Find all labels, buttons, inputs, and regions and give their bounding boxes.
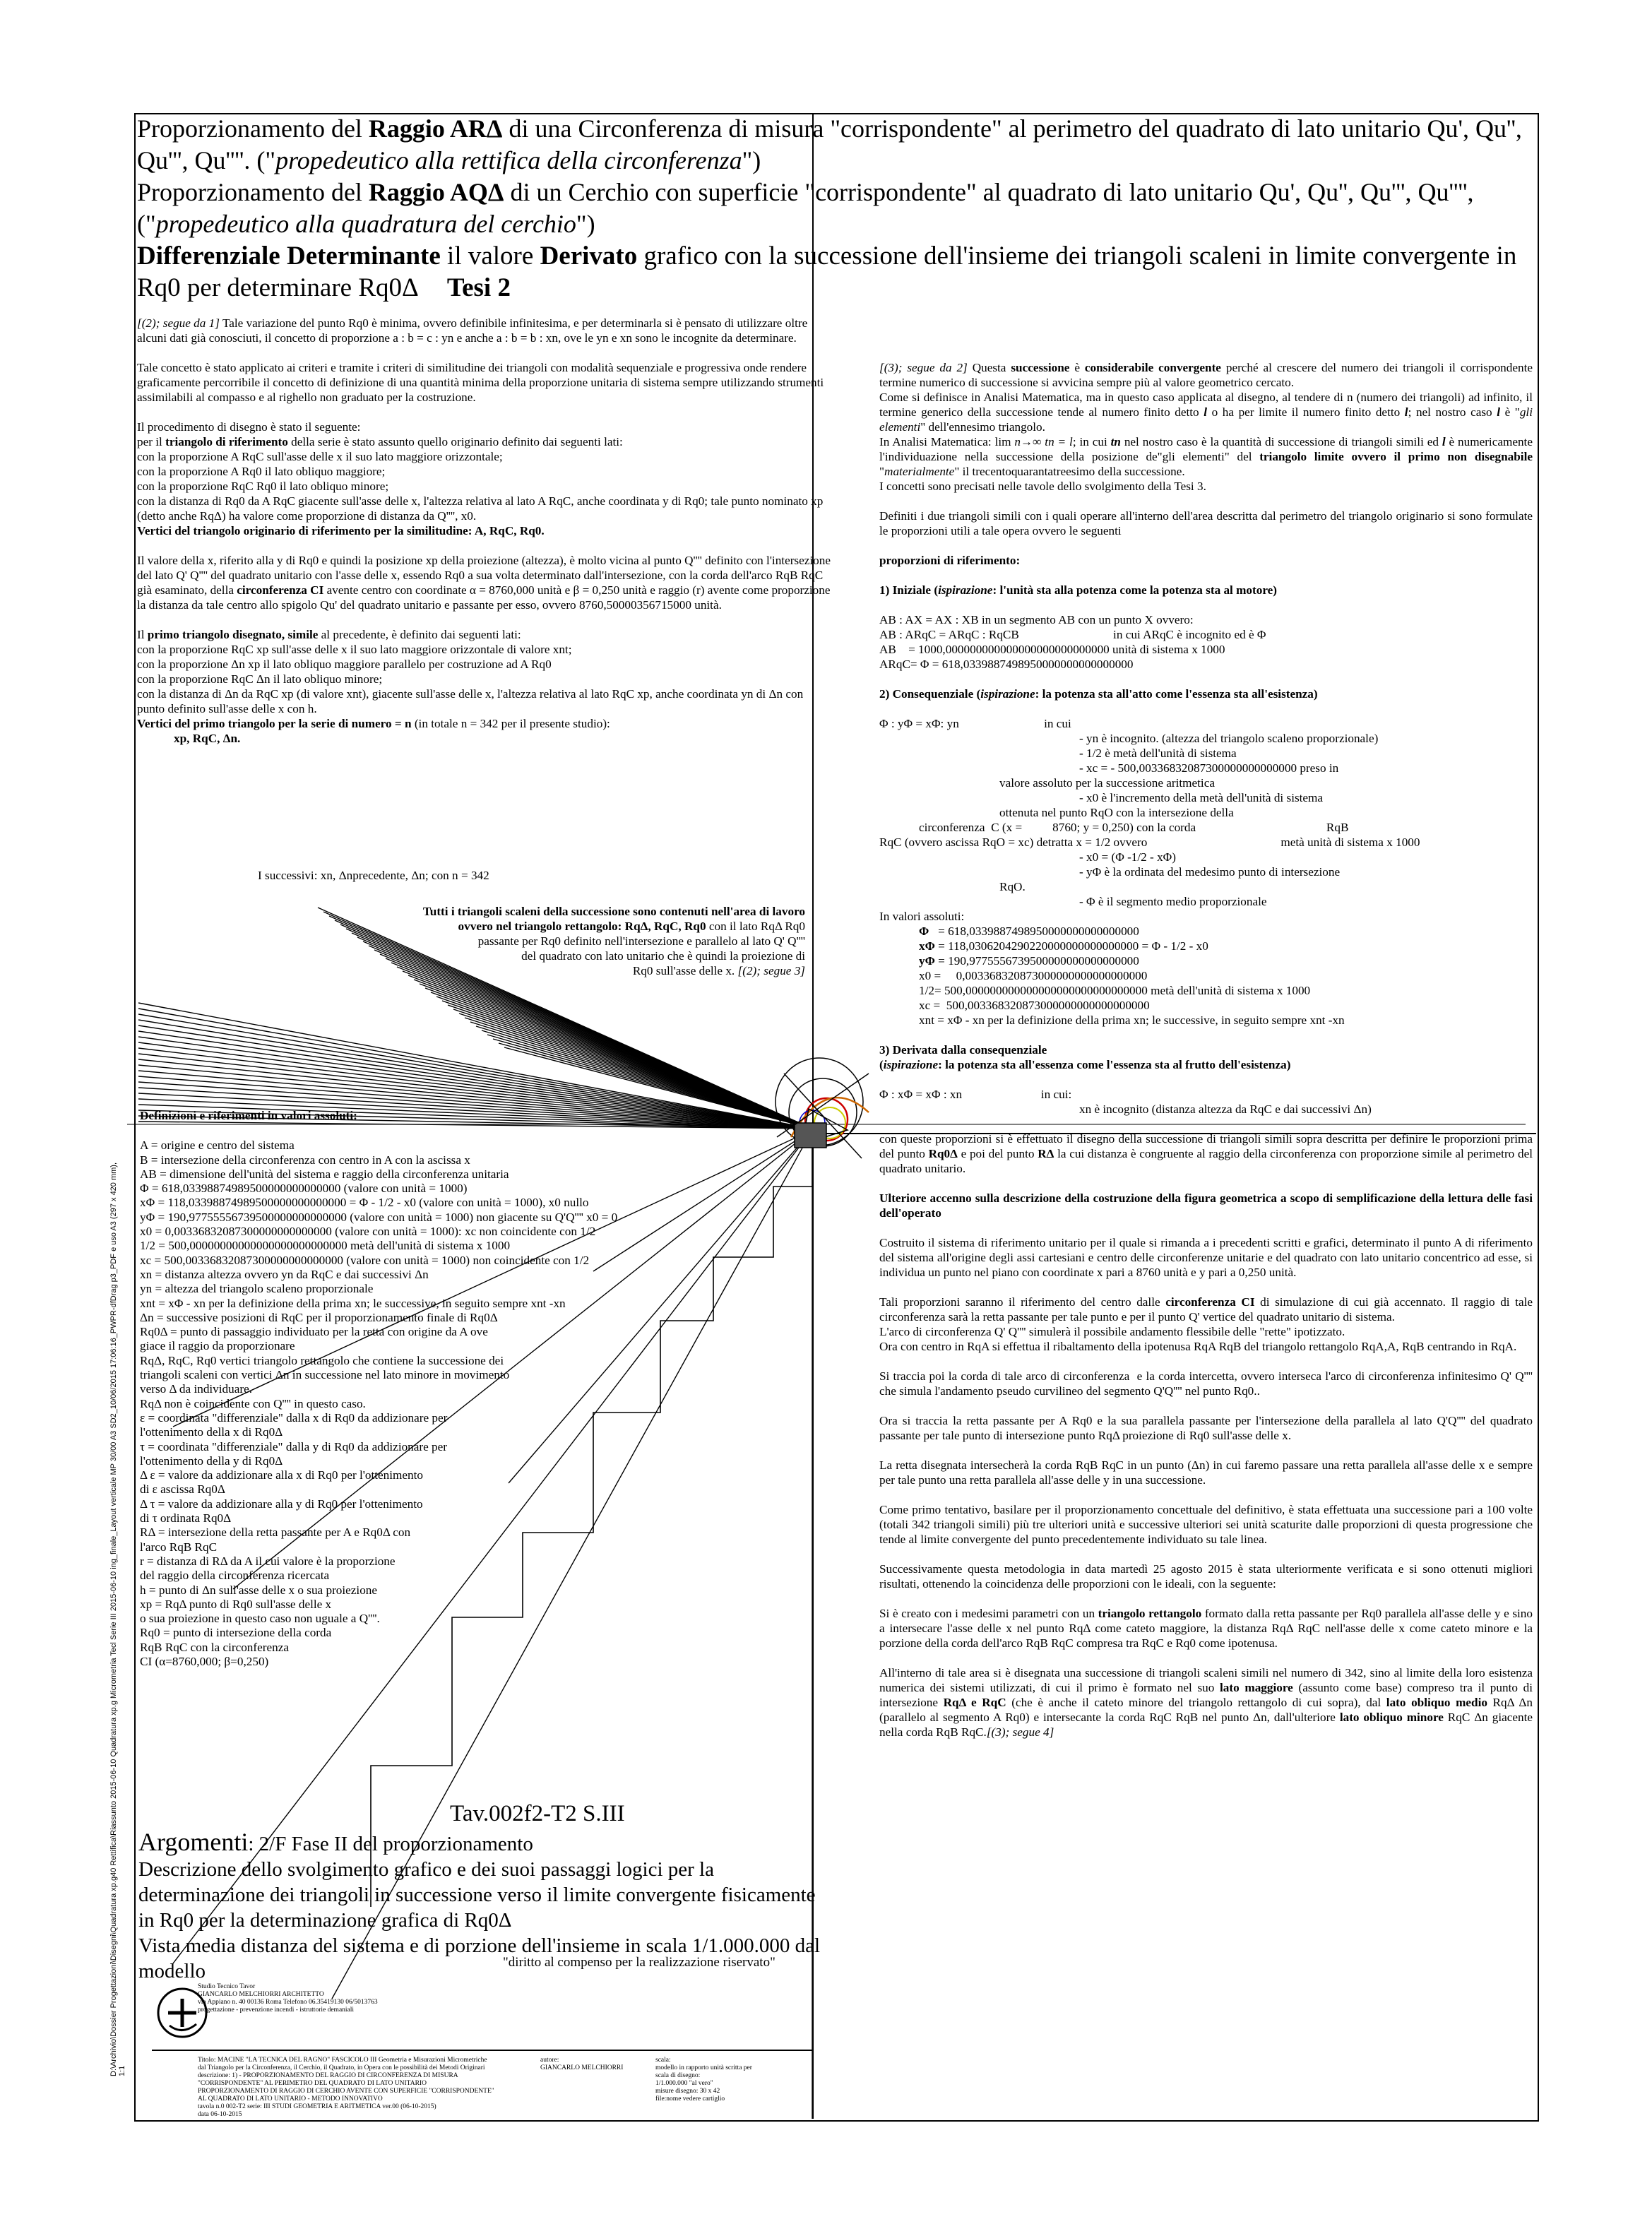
footer-line: file:nome vedere cartiglio [655,2095,725,2103]
header-line-2: Proporzionamento del Raggio AQΔ di un Cerchio con superficie "corrispondente" al quadrato di lato unitario Qu', Qu'', Qu''', Qu'''', ("propedeutico alla quadratura del cerchio") [137,178,1474,238]
definition-line: B = intersezione della circonferenza con centro in A con la ascissa x [140,1153,470,1167]
rights-note: "diritto al compenso per la realizzazione riservato" [503,1955,776,1970]
right-paragraph-retta: La retta disegnata intersecherà la corda RqB RqC in un punto (Δn) in cui faremo passare una retta parallela all'asse delle x e sempre per tale punto una retta parallela all'asse delle y in una successione. [879,1458,1533,1487]
table-number: Tav.002f2-T2 S.III [450,1801,625,1826]
right-derivata-sub: (ispirazione: la potenza sta all'essenza come l'essenza sta al frutto dell'esistenza) [879,1058,1291,1071]
footer-title-column [198,2057,530,2119]
right-iniziale-title: 1) Iniziale (ispirazione: l'unità sta alla potenza come la potenza sta al motore) [879,583,1278,597]
right-paragraph-primo: Come primo tentativo, basilare per il proporzionamento concettuale del definitivo, è stata effettuata una successione pari a 100 volte (totali 342 triangoli simili) più tre ulteriori unità e successive ulteriori sei unità scaturite dalle proporzioni di questa progressione che tende al limite convergente del punto precedentemente individuato su tale linea. [879,1503,1533,1546]
left-paragraph-1: [(2); segue da 1] Tale variazione del punto Rq0 è minima, ovvero definibile infinitesima, e per determinarla si è pensato di utilizzare oltre alcuni dati già conosciuti, il concetto di proporzione a : b = c : yn e anche a : b = b : xn, ove le yn e xn sono le incognite da determinare. [137,316,808,345]
circle-construction [776,1058,869,1158]
definition-line: yn = altezza del triangolo scaleno proporzionale [140,1282,374,1296]
definition-line: yΦ = 190,97755556739500000000000000 (valore con unità = 1000) non giacente su Q'Q'''' x0 = 0 [140,1210,618,1224]
definitions-list [140,1138,761,1669]
definition-line: xΦ = 118,03398874989500000000000000 = Φ - 1/2 - x0 (valore con unità = 1000), x0 nullo [140,1196,589,1210]
footer-line: dal Triangolo per la Circonferenza, il Cerchio, il Quadrato, in Opera con le possibilità dei Metodi Originari [198,2064,485,2071]
definition-line: ε = coordinata "differenziale" dalla x di Rq0 da addizionare per [140,1410,448,1425]
footer-line: modello in rapporto unità scritta per [655,2064,752,2071]
definition-line: 1/2 = 500,00000000000000000000000000 metà dell'unità di sistema x 1000 [140,1239,511,1253]
definition-line: Rq0 = punto di intersezione della corda [140,1626,332,1640]
definition-line: giace il raggio da proporzionare [140,1339,295,1353]
definition-line: RΔ = intersezione della retta passante per A e Rq0Δ con [140,1526,411,1540]
definition-line: Rq0Δ = punto di passaggio individuato per la retta con origine da A ove [140,1325,488,1339]
right-consequenziale-body: Φ : yΦ = xΦ: yn in cui - yn è incognito. (altezza del triangolo scaleno proporzionale) - 1/2 è metà dell'unità di sistema - xc = - 500,00336832087300000000000000 preso in valore assoluto per la successione aritmetica - x0 è l'incremento della metà dell'unità di sistema ottenuta nel punto RqO con la intersezione della circonferenza C (x = 8760; y = 0,250) con la corda RqB RqC (ovvero ascissa RqO = xc) detratta x = 1/2 ovvero metà unità di sistema x 1000 - x0 = (Φ -1/2 - xΦ) - yΦ è la ordinata del medesimo punto di intersezione RqO. - Φ è il segmento medio proporzionale In valori assoluti: Φ = 618,0339887498950000000000000000 xΦ = 118,0306204290220000000000000000 = Φ - 1/2 - x0 yΦ = 190,9775556739500000000000000000 x0 = 0,003368320873000000000000000000 1/2= 500,000000000000000000000000000000 metà dell'unità di sistema x 1000 xc = 500,003368320873000000000000000000 xnt = xΦ - xn per la definizione della prima xn; le successive, in seguito sempre xnt -xn [879,717,1420,1027]
footer-line: descrizione: 1) - PROPORZIONAMENTO DEL RAGGIO DI CIRCONFERENZA DI MISURA [198,2072,458,2079]
definition-line: xnt = xΦ - xn per la definizione della prima xn; le successive, in seguito sempre xnt -xn [140,1296,566,1310]
right-derivata-title: 3) Derivata dalla consequenziale [879,1043,1047,1057]
argomenti-block: Argomenti: 2/F Fase II del proporzionamento Descrizione dello svolgimento grafico e dei suoi passaggi logici per la determinazione dei triangoli in successione verso il limite convergente fisicamente in Rq0 per la determinazione grafica di Rq0Δ Vista media distanza del sistema e di porzione dell'insieme in scala 1/1.000.000 dal modello [138,1828,821,1982]
definition-line: l'ottenimento della x di Rq0Δ [140,1425,283,1439]
header-line-3: Differenziale Determinante il valore Derivato grafico con la successione dell'insieme dei triangoli scaleni in limite convergente in Rq0 per determinare Rq0Δ Tesi 2 [137,242,1517,302]
definition-line: xc = 500,00336832087300000000000000 (valore con unità = 1000) non coincidente con 1/2 [140,1253,590,1267]
left-paragraph-2: Tale concetto è stato applicato ai criteri e tramite i criteri di similitudine dei triangoli con modalità sequenziale e progressiva onde rendere graficamente percorribile il concetto di definizione di una quantità minima della proporzione unitaria di sistema sempre utilizzando strumenti assimilabili al compasso e al righello non graduato per la costruzione. [137,361,824,404]
definition-line: verso Δ da individuare. [140,1382,253,1396]
definition-line: CI (α=8760,000; β=0,250) [140,1654,269,1668]
footer-line: "CORRISPONDENTE" AL PERIMETRO DEL QUADRATO DI LATO UNITARIO [198,2080,427,2087]
successivi-note: I successivi: xn, Δnprecedente, Δn; con n = 342 [258,869,489,882]
definition-line: A = origine e centro del sistema [140,1138,295,1153]
right-paragraph-costruito: Costruito il sistema di riferimento unitario per il quale si rimanda a i precedenti scritti e grafici, determinato il punto A di riferimento del sistema all'origine degli assi cartesiani e centro delle circonferenze unitarie e del quadrato con lato unitario concentrico ad esse, si individua un punto nel piano con coordinate x pari a 8760 unità e y pari a 0,250 unità. [879,1236,1533,1279]
footer-line: scala: [655,2057,671,2064]
footer-line: tavola n.0 002-T2 serie: III STUDI GEOMETRIA E ARITMETICA ver.00 (06-10-2015) [198,2103,436,2110]
right-ulteriore-title: Ulteriore accenno sulla descrizione della costruzione della figura geometrica a scopo di semplificazione della lettura delle fasi dell'operato [879,1191,1533,1220]
footer-line: Titolo: MACINE "LA TECNICA DEL RAGNO" FASCICOLO III Geometria e Misurazioni Micrometriche [198,2057,487,2064]
definition-line: Δ ε = valore da addizionare alla x di Rq0 per l'ottenimento [140,1468,423,1482]
definition-line: l'ottenimento della y di Rq0Δ [140,1453,283,1468]
definition-line: di τ ordinata Rq0Δ [140,1511,232,1526]
definition-line: RqΔ, RqC, Rq0 vertici triangolo rettangolo che contiene la successione dei [140,1353,504,1367]
left-paragraph-3: Il procedimento di disegno è stato il seguente: per il triangolo di riferimento della serie è stato assunto quello originario definito dai seguenti lati: con la proporzione A RqC sull'asse delle x il suo lato maggiore orizzontale; con la proporzione A Rq0 il lato obliquo maggiore; con la proporzione RqC Rq0 il lato obliquo minore; con la distanza di Rq0 da A RqC giacente sull'asse delle x, l'altezza relativa al lato A RqC, anche coordinata y di Rq0; tale punto nominato xp (detto anche RqΔ) ha valore come proporzione di distanza da Q'''', x0. Vertici del triangolo originario di riferimento per la similitudine: A, RqC, Rq0. [137,420,824,537]
file-path-note: D:\Archivio\Dossier Progettazioni\Disegni\Quadratura xp.g40 Rettifica\Riassunto 2015-06-10 Quadratura xp.g Micrometria Tecl Serie III 2015-06-10 ing_finale_Layout verticale MP 30/00 A3 SD2_10/06/2015 17:06:16_PWPR-dfDrag p3_PDF e uso A3 (297 x 420 mm), 1:1 [109,1162,126,2076]
footer-line: data 06-10-2015 [198,2111,242,2118]
definition-line: di ε ascissa Rq0Δ [140,1482,225,1497]
studio-title-block: Studio Tecnico Tavor GIANCARLO MELCHIORRI ARCHITETTO via Appiano n. 40 00136 Roma Telefono 06.35419130 06/5013763 progettazione - prevenzione incendi - istruttorie demaniali [198,1983,378,2014]
right-paragraph-interno: All'interno di tale area si è disegnata una successione di triangoli scaleni simili nel numero di 342, sino al limite della loro esistenza numerica dei sistemi utilizzati, di cui il primo è formato nel suo lato maggiore (assunto come base) compreso tra il punto di intersezione RqΔ e RqC (che è anche il cateto minore del triangolo rettangolo di cui sopra), dal lato obliquo medio RqΔ Δn (parallelo al segmento A Rq0) e intersecante la corda RqC RqB nel punto Δn, dall'ulteriore lato obliquo minore RqC Δn giacente nella corda RqB RqC.[(3); segue 4] [879,1666,1533,1739]
definition-line: τ = coordinata "differenziale" dalla y di Rq0 da addizionare per [140,1439,447,1453]
header-line-1: Proporzionamento del Raggio ARΔ di una Circonferenza di misura "corrispondente" al perimetro del quadrato di lato unitario Qu', Qu'', Qu''', Qu''''. ("propedeutico alla rettifica della circonferenza") [137,114,1522,174]
definition-line: r = distanza di RΔ da A il cui valore è la proporzione [140,1554,396,1568]
footer-line: PROPORZIONAMENTO DI RAGGIO DI CERCHIO AVENTE CON SUPERFICIE "CORRISPONDENTE" [198,2088,494,2095]
right-riferimento-title: proporzioni di riferimento: [879,554,1021,567]
footer-line: AL QUADRATO DI LATO UNITARIO - METODO INNOVATIVO [198,2095,383,2103]
definition-line: triangoli scaleni con vertici Δn in successione nel lato minore in movimento [140,1368,510,1382]
right-paragraph-creato: Si è creato con i medesimi parametri con un triangolo rettangolo formato dalla retta passante per Rq0 parallela all'asse delle y e sino a intersecare l'asse delle x nel punto RqΔ come cateto maggiore, la distanza RqΔ RqC nell'asse delle x come cateto minore e la porzione della corda dell'arco RqB RqC compresa tra RqC e Rq0 come ipotenusa. [879,1607,1533,1650]
right-column-text [879,360,1533,1754]
left-column-text [137,316,833,746]
right-paragraph-traccia: Si traccia poi la corda di tale arco di circonferenza e la corda intercetta, ovvero interseca l'arco di circonferenza infinitesimo Q' Q'''' che simula l'andamento pseudo curvilineo del segmento Q'Q'''' nel punto Rq0.. [879,1369,1533,1398]
definition-line: o sua proiezione in questo caso non uguale a Q''''. [140,1612,380,1626]
definition-line: AB = dimensione dell'unità del sistema e raggio della circonferenza unitaria [140,1167,509,1181]
page-header [137,113,1535,304]
right-paragraph-2: Definiti i due triangoli simili con i quali operare all'interno dell'area descritta dal perimetro del triangolo originario si sono formulate le proporzioni utili a tale opera ovvero le seguenti [879,509,1533,537]
footer-line: GIANCARLO MELCHIORRI [540,2064,624,2071]
right-paragraph-tali: Tali proporzioni saranno il riferimento del centro dalle circonferenza CI di simulazione di cui già accennato. Il raggio di tale circonferenza sarà la retta passante per tale punto e per il punto Q' vertice del quadrato unitario di sistema. L'arco di circonferenza Q' Q'''' simulerà il possibile andamento flessibile delle "rette" ipotizzato. Ora con centro in RqA si effettua il ribaltamento della ipotenusa RqA RqB del triangolo rettangolo RqA,A, RqB centrando in RqA. [879,1295,1533,1353]
footer-scale-column [655,2057,768,2103]
left-paragraph-5: Il primo triangolo disegnato, simile al precedente, è definito dai seguenti lati: con la proporzione RqC xp sull'asse delle x il suo lato maggiore orizzontale di valore xnt; con la proporzione Δn xp il lato obliquo maggiore parallelo per costruzione ad A Rq0 con la proporzione RqC Δn il lato obliquo minore; con la distanza di Δn da RqC xp (di valore xnt), giacente sull'asse delle x, l'altezza relativa al lato RqC xp, anche coordinata yn di Δn con punto definito sull'asse delle x con h. Vertici del primo triangolo per la serie di numero = n (in totale n = 342 per il presente studio): xp, RqC, Δn. [137,628,804,745]
right-iniziale-body: AB : AX = AX : XB in un segmento AB con un punto X ovvero: AB : ARqC = ARqC : RqCB in cui ARqC è incognito ed è Φ AB = 1000,000000000000000000000000000 unità di sistema x 1000 ARqC= Φ = 618,0339887498950000000000000000 [879,613,1266,671]
definition-line: l'arco RqB RqC [140,1540,218,1554]
tutti-triangoli-note: Tutti i triangoli scaleni della successione sono contenuti nell'area di lavoro ovvero nel triangolo rettangolo: RqΔ, RqC, Rq0 con il lato RqΔ Rq0 passante per Rq0 definito nell'intersezione e parallelo al lato Q' Q'''' del quadrato con lato unitario che è quindi la proiezione di Rq0 sull'asse delle x. [(2); segue 3] [422,905,805,977]
right-derivata-body: Φ : xΦ = xΦ : xn in cui: xn è incognito (distanza altezza da RqC e dai successivi Δn) [879,1088,1372,1116]
definition-line: xn = distanza altezza ovvero yn da RqC e dai successivi Δn [140,1267,429,1281]
footer-line: scala di disegno: [655,2072,701,2079]
footer-line: autore: [540,2057,559,2064]
definitions-title: Definizioni e riferimenti in valori assoluti: [140,1109,357,1122]
definition-line: xp = RqΔ punto di Rq0 sull'asse delle x [140,1597,332,1611]
right-paragraph-successivamente: Successivamente questa metodologia in data martedì 25 agosto 2015 è stata ulteriormente verificata e si sono ottenuti migliori risultati, ottenendo la coincidenza delle proporzioni con le ideali, con la seguente: [879,1562,1533,1590]
definition-line: RqΔ non è coincidente con Q'''' in questo caso. [140,1396,366,1410]
definition-line: h = punto di Δn sull'asse delle x o sua proiezione [140,1583,378,1597]
footer-line: 1/1.000.000 "al vero" [655,2080,713,2087]
title-block-divider [152,2050,812,2051]
footer-line: misure disegno: 30 x 42 [655,2088,720,2095]
definition-line: del raggio della circonferenza ricercata [140,1569,330,1583]
right-consequenziale-title: 2) Consequenziale (ispirazione: la potenza sta all'atto come l'essenza sta all'esistenza) [879,687,1318,701]
footer-author-column [540,2057,646,2072]
right-paragraph-proporzioni: con queste proporzioni si è effettuato il disegno della successione di triangoli simili sopra descritta per definire le proporzioni prima del punto Rq0Δ e poi del punto RΔ la cui distanza è congruente al raggio della circonferenza con proporzione simile al perimetro del quadrato unitario. [879,1132,1533,1175]
definition-line: Δ τ = valore da addizionare alla y di Rq0 per l'ottenimento [140,1497,423,1511]
definition-line: Δn = successive posizioni di RqC per il proporzionamento finale di Rq0Δ [140,1310,498,1324]
definitions-block [140,1109,761,1669]
left-paragraph-4: Il valore della x, riferito alla y di Rq0 e quindi la posizione xp della proiezione (altezza), è molto vicina al punto Q'''' definito con l'intersezione del lato Q' Q'''' del quadrato unitario con l'asse delle x, essendo Rq0 a sua volta determinato dall'intersezione, con la corda dell'arco RqB RqC già esaminato, della circonferenza CI avente centro con coordinate α = 8760,000 unità e β = 0,250 unità e raggio (r) avente come proporzione la distanza da tale centro allo spigolo Qu' del quadrato unitario e passante per esso, ovvero 8760,50000356715000 unità. [137,554,831,612]
tesi-label: Tesi 2 [446,273,511,302]
definition-line: Φ = 618,03398874989500000000000000 (valore con unità = 1000) [140,1182,468,1196]
definition-line: x0 = 0,00336832087300000000000000 (valore con unità = 1000): xc non coincidente con 1/2 [140,1225,596,1239]
right-paragraph-1: [(3); segue da 2] Questa successione è considerabile convergente perché al crescere del numero dei triangoli il corrispondente termine numerico di successione si avvicina sempre più al valore geometrico cercato. Come si definisce in Analisi Matematica, ma in questo caso applicata al disegno, al tendere di n (numero dei triangoli) ad infinito, il termine generico della successione tende al numero finito detto l o ha per limite il numero finito detto l; nel nostro caso l è "gli elementi" dell'ennesimo triangolo. In Analisi Matematica: lim n→∞ tn = l; in cui tn nel nostro caso è la quantità di successione di triangoli simili ed l è numericamente l'individuazione nella successione della posizione de"gli elementi" del triangolo limite ovvero il primo non disegnabile "materialmente" il trecentoquarantatreesimo della successione. I concetti sono precisati nelle tavole dello svolgimento della Tesi 3. [879,361,1533,493]
right-paragraph-ora: Ora si traccia la retta passante per A Rq0 e la sua parallela passante per l'intersezione della parallela al lato Q'Q'''' del quadrato passante per tale punto di intersezione punto RqΔ proiezione di Rq0 sull'asse delle x. [879,1414,1533,1442]
definition-line: RqB RqC con la circonferenza [140,1640,289,1654]
